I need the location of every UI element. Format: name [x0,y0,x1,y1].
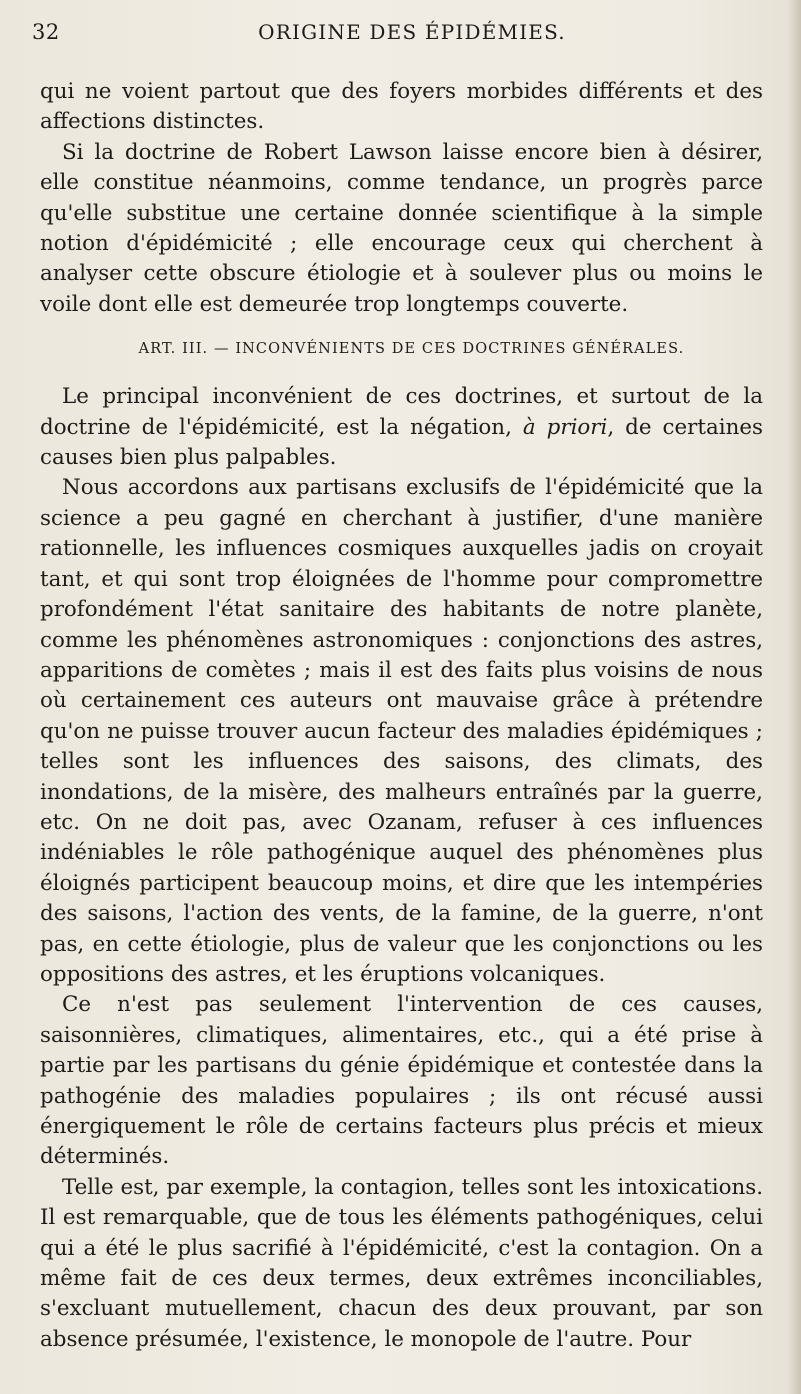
running-title: ORIGINE DES ÉPIDÉMIES. [258,20,566,44]
paragraph-principal-inconvenient [40,382,763,473]
paragraph-lawson: Si la doctrine de Robert Lawson laisse encore bien à désirer, elle constitue néanmoins, comme tendance, un progrès parce qu'elle substitue une certaine donnée scientifique à la simple notion d'épidémicité ; elle encourage ceux qui cherchent à analyser cette obscure étiologie et à soulever plus ou moins le voile dont elle est demeurée trop longtemps couverte. [40,139,763,317]
page-number: 32 [32,20,60,44]
italic-phrase: à priori [522,414,608,440]
section-heading [40,339,763,359]
section-title: INCONVÉNIENTS DE CES DOCTRINES GÉNÉRALES. [235,341,685,358]
page-edge-shadow [787,0,801,1394]
paragraph-influences-cosmiques: Nous accordons aux partisans exclusifs de l'épidémicité que la science a peu gagné en cherchant à justifier, d'une manière rationnelle, les influences cosmiques auxquelles jadis on croyait tant, et qui sont trop éloignées de l'homme pour compromettre profondément l'état sanitaire des habitants de notre planète, comme les phénomènes astronomiques : conjonctions des astres, apparitions de comètes ; mais il est des faits plus voisins de nous où certainement ces auteurs ont mauvaise grâce à prétendre qu'on ne puisse trouver aucun facteur des maladies épidémiques ; telles sont les influences des saisons, des climats, des inondations, de la misère, des malheurs entraînés par la guerre, etc. On ne doit pas, avec Ozanam, refuser à ces influences indéniables le rôle pathogénique auquel des phénomènes plus éloignés participent beaucoup moins, et dire que les intempéries des saisons, l'action des vents, de la famine, de la guerre, n'ont pas, en cette étiologie, plus de valeur que les conjonctions ou les oppositions des astres, et les éruptions volcaniques. [40,475,763,987]
running-header [32,20,762,50]
body-text [40,77,763,1355]
paragraph-causes-saisonnieres: Ce n'est pas seulement l'intervention de ces causes, saisonnières, climatiques, alimentaires, etc., qui a été prise à partie par les partisans du génie épidémique et contestée dans la pathogénie des maladies populaires ; ils ont récusé aussi énergiquement le rôle de certains facteurs plus précis et mieux déterminés. [40,992,763,1170]
section-article: ART. III. [138,341,209,358]
paragraph-text: , de certaines causes bien plus palpables. [40,414,764,471]
paragraph-continuation: qui ne voient partout que des foyers morbides différents et des affections distinctes. [40,79,763,135]
section-dash: — [213,341,230,358]
paragraph-contagion: Telle est, par exemple, la contagion, telles sont les intoxications. Il est remarquable, que de tous les éléments pathogéniques, celui qui a été le plus sacrifié à l'épidémicité, c'est la contagion. On a même fait de ces deux termes, deux extrêmes inconciliables, s'excluant mutuellement, chacun des deux prouvant, par son absence présumée, l'existence, le monopole de l'autre. Pour [40,1174,763,1352]
paragraph-text: Le principal inconvénient de ces doctrines, et surtout de la doctrine de l'épidémicité, est la négation, [40,384,763,440]
